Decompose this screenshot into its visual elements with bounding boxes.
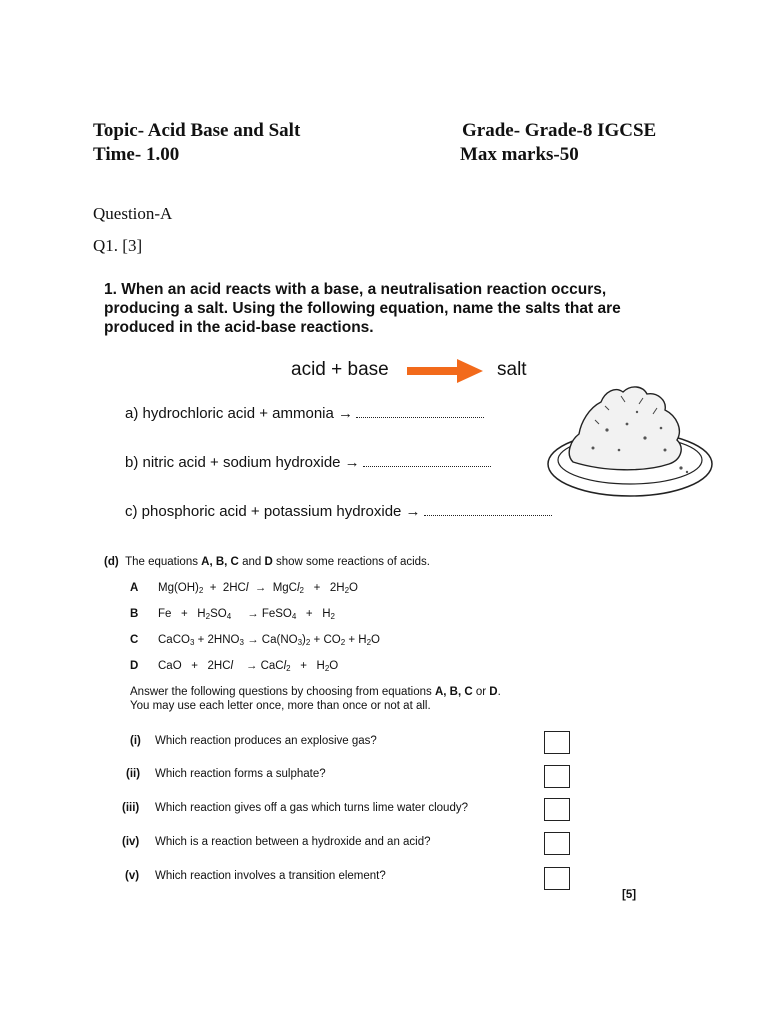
qd-label: (d)	[104, 556, 119, 568]
answer-box-v[interactable]	[544, 867, 570, 890]
qd-instruction-letters: A, B, C	[434, 686, 473, 698]
qd-instruction-d: D	[489, 686, 498, 698]
arrow-head	[457, 359, 483, 383]
answer-box-ii[interactable]	[544, 765, 570, 788]
grade-heading: Grade- Grade-8 IGCSE	[462, 120, 657, 141]
q1-label: Q1. [3]	[93, 236, 143, 255]
qd-q-iii-text: Which reaction gives off a gas which turns lime water cloudy?	[155, 802, 468, 814]
qd-instruction-or: or	[472, 686, 490, 698]
qd-q-iii-num: (iii)	[122, 802, 140, 814]
equation-d: CaO + 2HCl → CaCl$_2$ + $H_2O$	[158, 660, 339, 673]
arrow-shaft	[407, 367, 459, 375]
qd-q-v-text: Which reaction involves a transition element?	[155, 870, 386, 882]
topic-heading: Topic- Acid Base and Salt	[93, 120, 301, 141]
equation-c: CaCO$_3$ + $2HNO_3 \to Ca(NO_3)_2 + CO_2 + H_2O$	[158, 634, 380, 647]
qd-q-iv-num: (iv)	[122, 836, 140, 848]
max-marks-heading: Max marks-50	[460, 144, 579, 165]
qd-intro-d: D	[264, 556, 273, 568]
qd-instruction-line1	[130, 686, 501, 698]
qd-intro-pre: The equations	[125, 556, 202, 568]
qd-intro-and: and	[238, 556, 265, 568]
eq-b-letter: B	[130, 608, 139, 620]
qd-q-ii-text: Which reaction forms a sulphate?	[155, 768, 326, 780]
time-heading: Time- 1.00	[93, 144, 180, 165]
qd-intro-post: show some reactions of acids.	[272, 556, 431, 568]
q1-part-a	[125, 405, 484, 422]
eq-d-letter: D	[130, 660, 139, 672]
salt-plate-icon	[545, 380, 719, 502]
equation-a: $Mg(OH)_2 + 2HCl$ → MgCl$_2$ + $2H_2O$	[158, 582, 358, 595]
qd-q-v-num: (v)	[125, 870, 140, 882]
qd-intro	[104, 556, 430, 568]
qd-q-i-text: Which reaction produces an explosive gas?	[155, 735, 377, 747]
qd-q-iv-text: Which is a reaction between a hydroxide and an acid?	[155, 836, 431, 848]
qd-marks: [5]	[622, 889, 637, 901]
equation-b: $Fe + H_2SO_4$ → FeSO$_4$ + $H_2$	[158, 608, 335, 621]
answer-box-i[interactable]	[544, 731, 570, 754]
eq-c-letter: C	[130, 634, 139, 646]
qd-instruction-pre: Answer the following questions by choosing from equations	[130, 686, 435, 698]
qd-instruction-end: .	[497, 686, 501, 698]
q1-part-b-text: b) nitric acid + sodium hydroxide →	[125, 454, 360, 471]
q1-part-c-text: c) phosphoric acid + potassium hydroxide →	[125, 503, 421, 520]
q1-question-text: 1. When an acid reacts with a base, a neutralisation reaction occurs, producing a salt. Using the following equation, name the salts that are produced in the acid-base reactions.	[104, 281, 621, 336]
qd-q-i-num: (i)	[130, 735, 141, 747]
answer-box-iv[interactable]	[544, 832, 570, 855]
answer-box-iii[interactable]	[544, 798, 570, 821]
answer-line-c[interactable]	[424, 505, 552, 516]
qd-q-ii-num: (ii)	[126, 768, 141, 780]
q1-part-b	[125, 454, 491, 471]
equation-left: acid + base	[291, 359, 389, 380]
qd-intro-letters: A, B, C	[201, 556, 239, 568]
eq-a-letter: A	[130, 582, 139, 594]
q1-part-a-text: a) hydrochloric acid + ammonia →	[125, 405, 354, 422]
section-label: Question-A	[93, 204, 173, 223]
qd-instruction-line2: You may use each letter once, more than once or not at all.	[130, 700, 431, 712]
q1-part-c	[125, 503, 552, 520]
equation-right: salt	[497, 359, 527, 380]
answer-line-b[interactable]	[363, 456, 491, 467]
orange-arrow-icon	[407, 357, 485, 385]
answer-line-a[interactable]	[356, 407, 484, 418]
